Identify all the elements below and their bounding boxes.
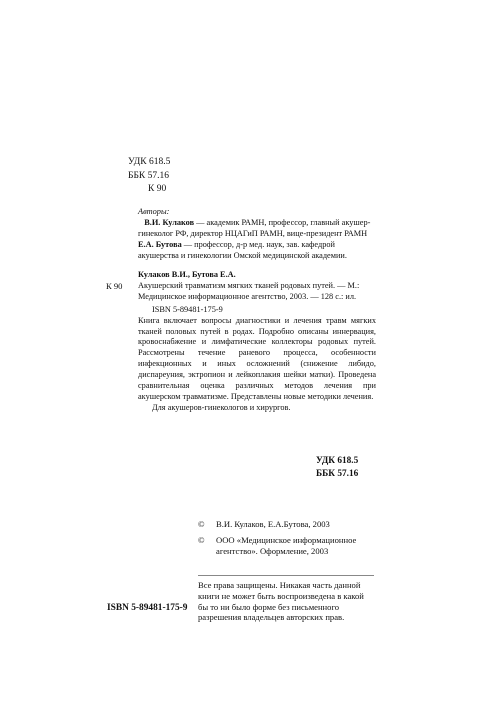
bbk-code: ББК 57.16 bbox=[128, 170, 169, 181]
author-butova bbox=[138, 240, 374, 262]
right-bbk-code: ББК 57.16 bbox=[316, 468, 359, 479]
author-butova-desc: — профессор, д-р мед. наук, зав. кафедрой акушерства и гинекологии Омской медицинской академии. bbox=[138, 239, 347, 260]
authors-block bbox=[138, 207, 374, 262]
catalog-annotation: Книга включает вопросы диагностики и лечения травм мягких тканей половых путей в родах. Подробно описаны иннервация, кровоснабжение и лимфатические коллекторы родовых путей. Рассмотрены течение раневого процесса, особенности инфекционных и иных осложнений (снижение либидо, диспареуния, эктропион и лейкоплакия шейки матки). Проведена сравнительная оценка различных методов лечения при акушерском травматизме. Представлены новые методики лечения. bbox=[138, 315, 376, 401]
catalog-card bbox=[138, 270, 376, 414]
copyright-authors-text: В.И. Кулаков, Е.А.Бутова, 2003 bbox=[216, 519, 330, 529]
isbn-bottom: ISBN 5-89481-175-9 bbox=[107, 603, 188, 613]
authors-heading: Авторы: bbox=[138, 207, 170, 216]
copyright-authors bbox=[198, 519, 378, 530]
author-kulakov bbox=[138, 218, 374, 240]
divider bbox=[198, 575, 374, 576]
udk-code: УДК 618.5 bbox=[128, 157, 171, 167]
author-kulakov-name: В.И. Кулаков bbox=[144, 217, 195, 227]
author-butova-name: Е.А. Бутова bbox=[138, 239, 182, 249]
right-classification-block bbox=[316, 455, 358, 480]
copyright-publisher-text: ООО «Медицинское информационное агентство». Оформление, 2003 bbox=[216, 535, 357, 556]
catalog-audience: Для акушеров-гинекологов и хирургов. bbox=[152, 402, 291, 412]
author-kulakov-desc: — академик РАМН, профессор, главный акушер-гинеколог РФ, директор НЦАГиП РАМН, вице-президент РАМН bbox=[138, 217, 371, 238]
author-mark: К 90 bbox=[148, 184, 167, 194]
copyright-block bbox=[198, 519, 378, 557]
copyright-symbol: © bbox=[198, 535, 205, 545]
catalog-code: К 90 bbox=[106, 281, 123, 291]
right-udk-code: УДК 618.5 bbox=[316, 456, 359, 466]
catalog-isbn: ISBN 5-89481-175-9 bbox=[152, 304, 223, 314]
catalog-title: Акушерский травматизм мягких тканей родовых путей. — М.: Медицинское информационное агентство, 2003. — 128 с.: ил. bbox=[138, 280, 360, 301]
top-classification-block bbox=[128, 156, 170, 197]
rights-notice: Все права защищены. Никакая часть данной книги не может быть воспроизведена в какой бы то ни было форме без письменного разрешения владельцев авторских прав. bbox=[198, 580, 364, 623]
catalog-header: Кулаков В.И., Бутова Е.А. bbox=[138, 270, 236, 279]
copyright-publisher bbox=[198, 535, 378, 557]
copyright-symbol: © bbox=[198, 519, 205, 529]
